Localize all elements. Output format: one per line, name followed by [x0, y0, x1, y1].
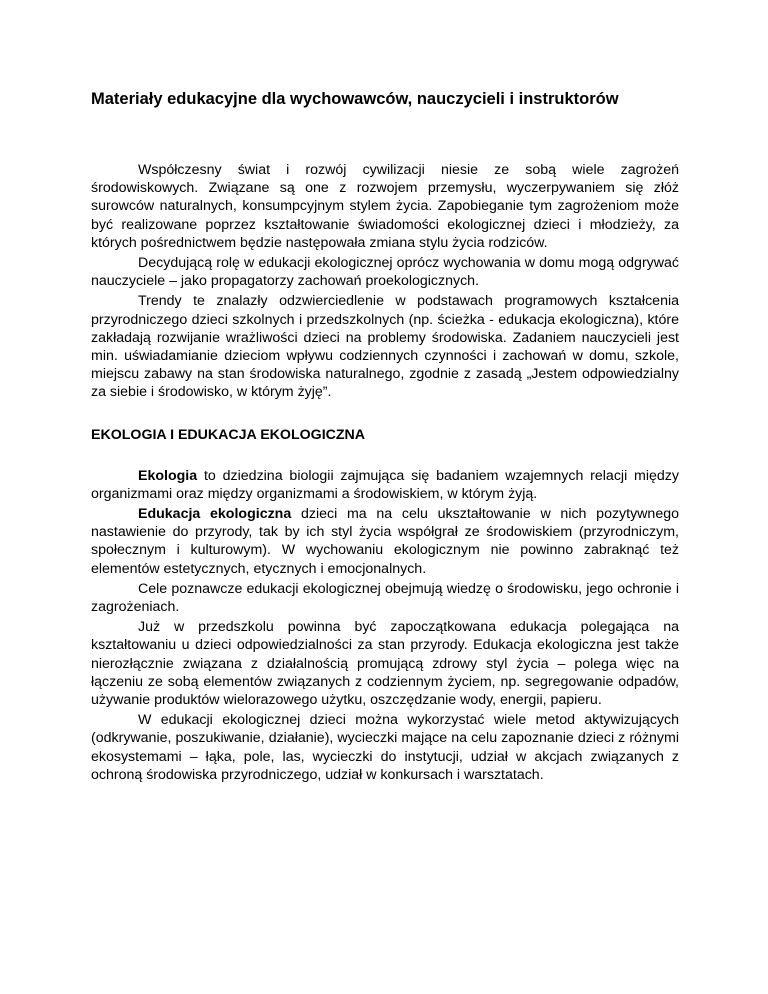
eco-education-definition: dzieci ma na celu ukształtowanie w nich pozytywnego nastawienie do przyrody, tak by ich styl życia współgrał ze środowiskiem (przyrodniczym, społecznym i kulturowym). W wychowaniu ekologicznym nie powinno zabraknąć też elementów estetycznych, etycznych i emocjonalnych.	[91, 506, 679, 577]
eco-education-paragraph	[91, 505, 679, 578]
document-page	[91, 88, 679, 786]
intro-paragraph: Decydującą rolę w edukacji ekologicznej oprócz wychowania w domu mogą odgrywać nauczyciele – jako propagatorzy zachowań proekologicznych.	[91, 255, 679, 290]
section-paragraph: Już w przedszkolu powinna być zapoczątkowana edukacja polegająca na kształtowaniu u dzieci odpowiedzialności za stan przyrody. Edukacja ekologiczna jest także nierozłącznie związana z działalnością promującą zdrowy styl życia – polega więc na łączeniu ze sobą elementów związanych z codziennym życiem, np. segregowanie odpadów, używanie produktów wielorazowego użytku, oszczędzanie wody, energii, papieru.	[91, 619, 679, 709]
eco-education-term: Edukacja ekologiczna	[138, 506, 292, 523]
intro-paragraph: Współczesny świat i rozwój cywilizacji niesie ze sobą wiele zagrożeń środowiskowych. Związane są one z rozwojem przemysłu, wyczerpywaniem się złóż surowców naturalnych, konsumpcyjnym stylem życia. Zapobieganie tym zagrożeniom może być realizowane poprzez kształtowanie świadomości ekologicznej dzieci i młodzieży, za których pośrednictwem będzie następowała zmiana stylu życia rodziców.	[91, 162, 679, 251]
section-heading: EKOLOGIA I EDUKACJA EKOLOGICZNA	[91, 426, 366, 443]
document-title: Materiały edukacyjne dla wychowawców, nauczycieli i instruktorów	[91, 90, 619, 108]
ecology-definition-paragraph	[91, 467, 679, 503]
section-paragraph: Cele poznawcze edukacji ekologicznej obejmują wiedzę o środowisku, jego ochronie i zagrożeniach.	[91, 580, 679, 616]
intro-paragraph: Trendy te znalazły odzwierciedlenie w podstawach programowych kształcenia przyrodniczego dzieci szkolnych i przedszkolnych (np. ścieżka - edukacja ekologiczna), które zakładają rozwijanie wrażliwości dzieci na problemy środowiska. Zadaniem nauczycieli jest min. uświadamianie dzieciom wpływu codziennych czynności i zachowań w domu, szkole, miejscu zabawy na stan środowiska naturalnego, zgodnie z zasadą „Jestem odpowiedzialny za siebie i środowisko, w którym żyję”.	[91, 293, 679, 401]
section-paragraph: W edukacji ekologicznej dzieci można wykorzystać wiele metod aktywizujących (odkrywanie, poszukiwanie, działanie), wycieczki mające na celu zapoznanie dzieci z różnymi ekosystemami – łąka, pole, las, wycieczki do instytucji, udział w akcjach związanych z ochroną środowiska przyrodniczego, udział w konkursach i warsztatach.	[91, 712, 679, 783]
ecology-definition: to dziedzina biologii zajmująca się badaniem wzajemnych relacji między organizmami oraz między organizmami a środowiskiem, w którym żyją.	[91, 467, 679, 502]
ecology-term: Ekologia	[138, 467, 198, 484]
